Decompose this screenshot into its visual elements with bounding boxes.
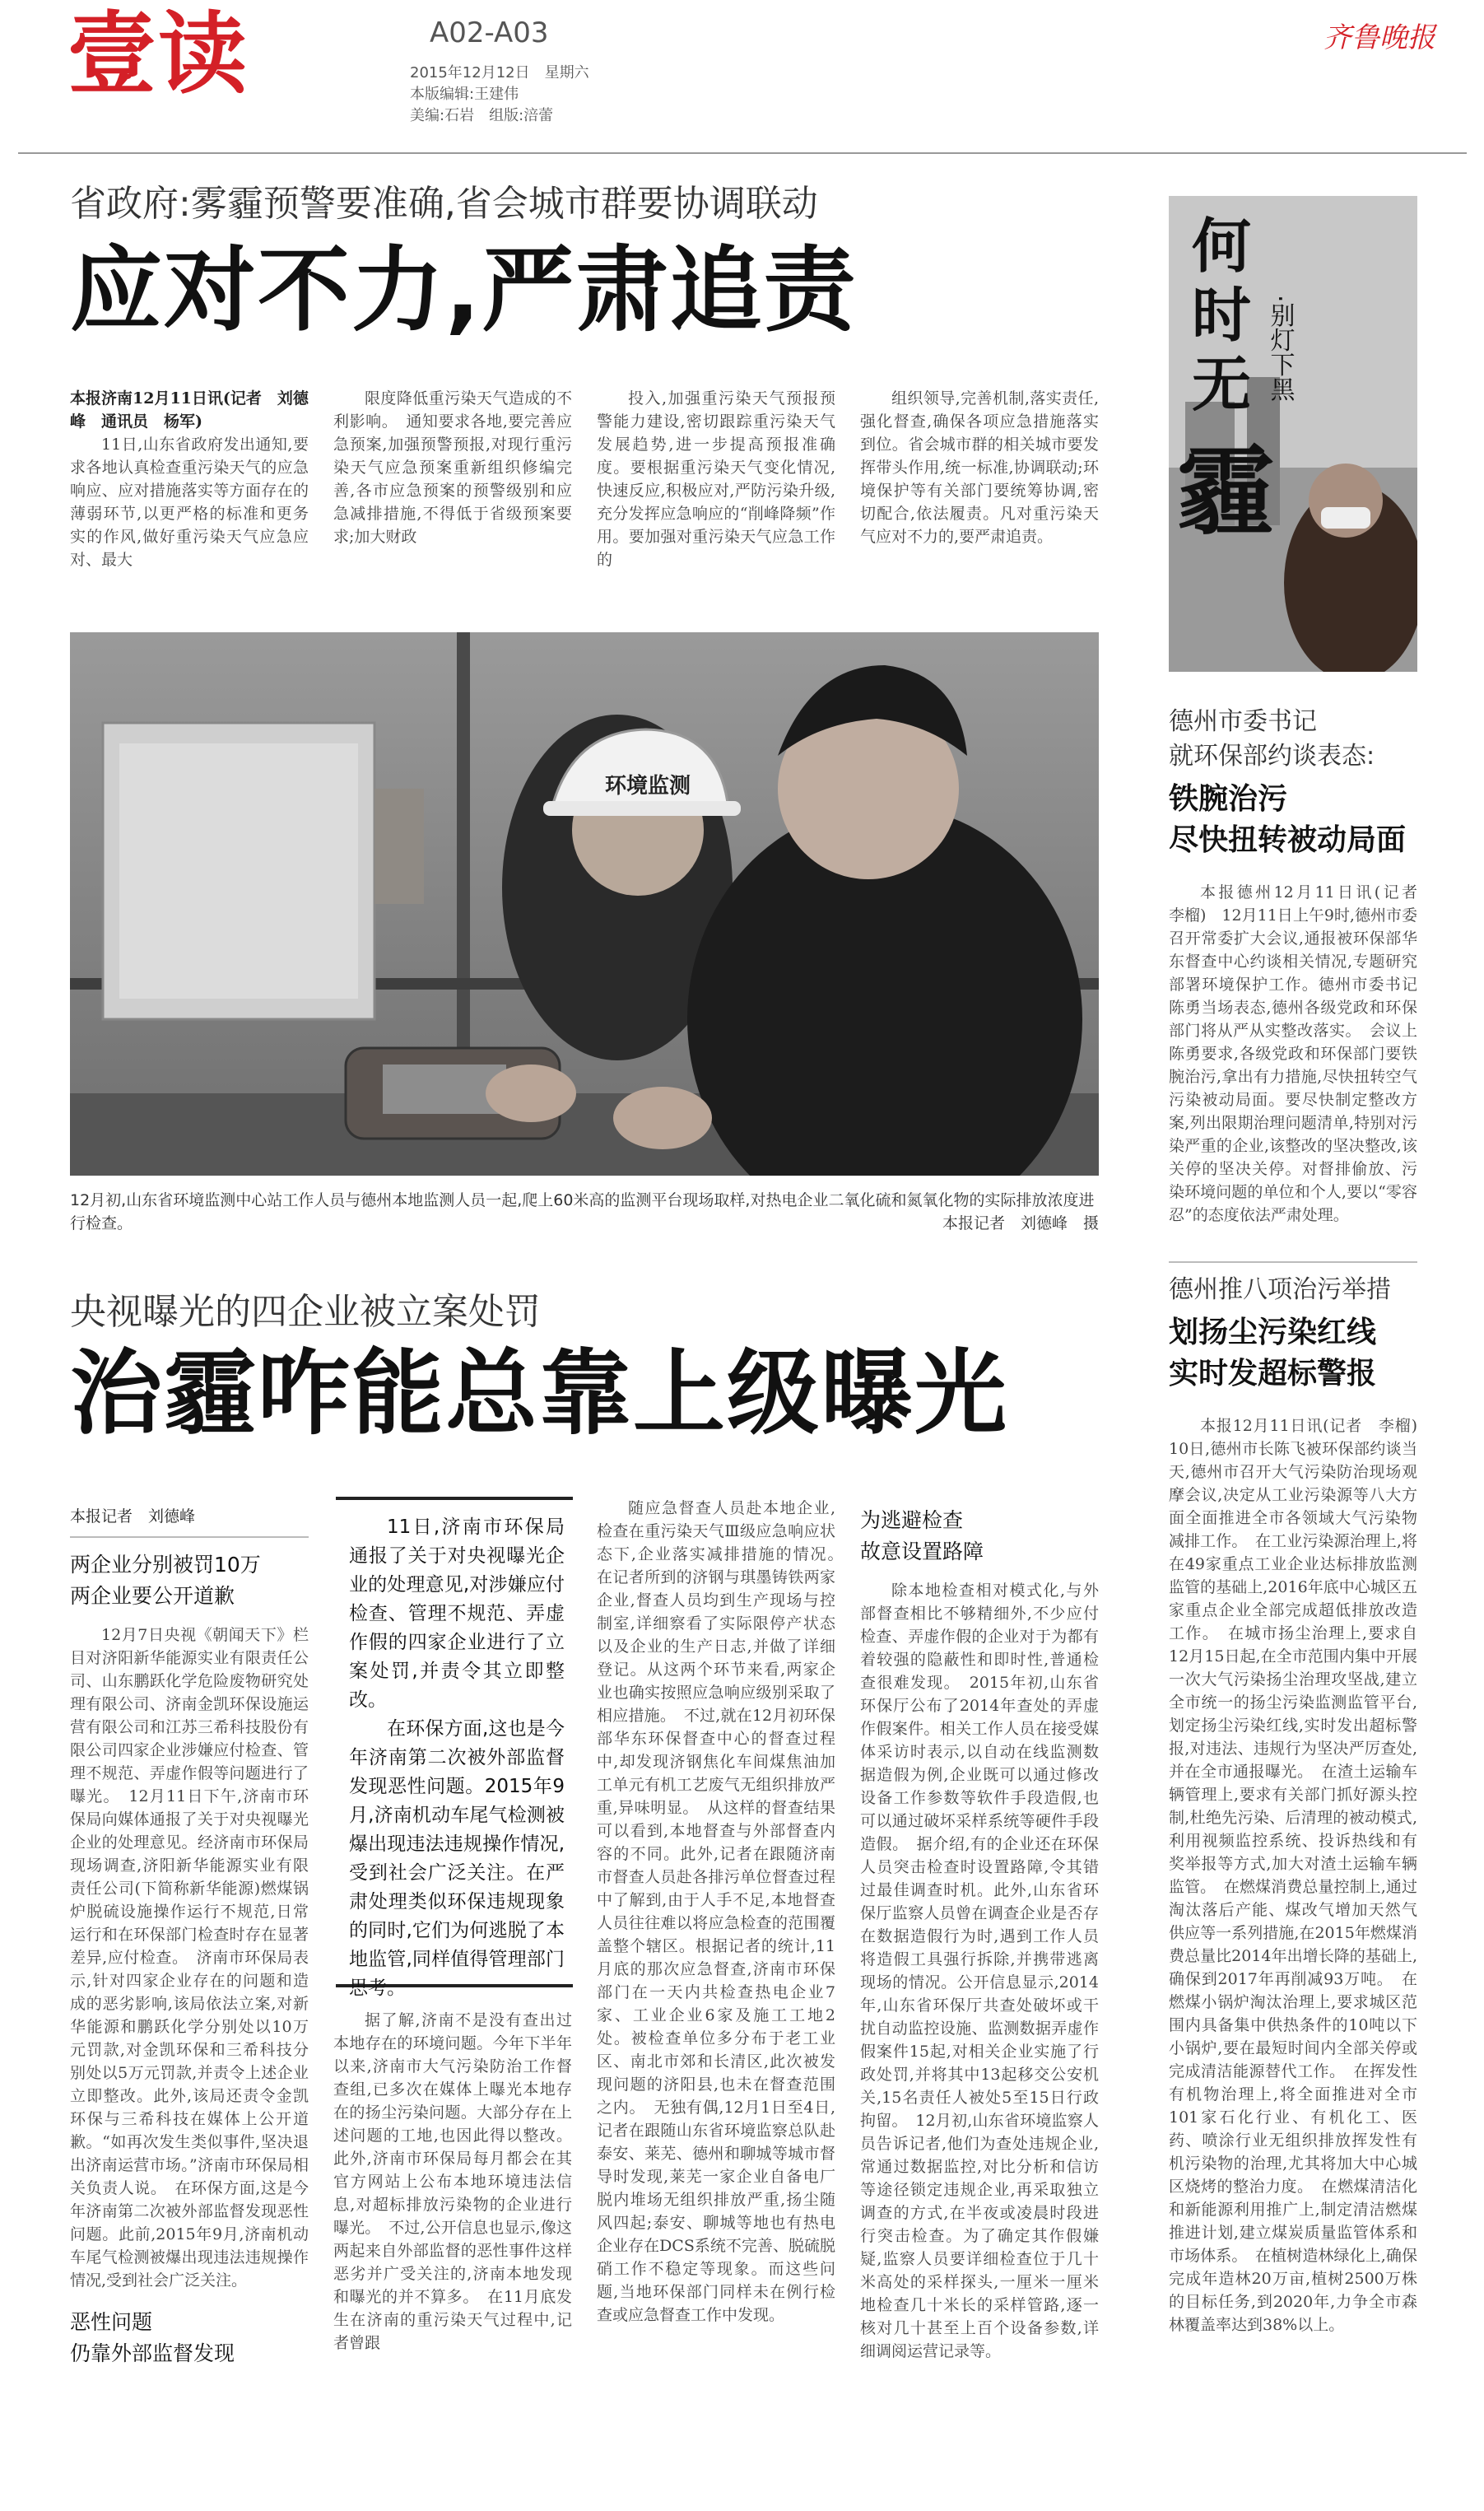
lead-paragraph-2: 在环保方面,这也是今年济南第二次被外部监督发现恶性问题。2015年9月,济南机动车尾气检测被爆出现违法违规操作情况,受到社会广泛关注。在严肃处理类似环保违规现象的同时,它们为何逃脱了本地监管,同样值得管理部门思考。 [349,1718,565,1999]
header-info [410,63,589,127]
sidebar-photo-art [1169,196,1417,672]
sidebar-s2-body: 本报12月11日讯(记者 李榴) 10日,德州市长陈飞被环保部约谈当天,德州市召开大气污染防治现场观摩会议,决定从工业污染源等八大方面全面推进全市各领域大气污染物减排工作。 在工业污染源治理上,将在49家重点工业企业达标排放监测监管的基础上,2016年底中心城区五家重点企业全部完成超低排放改造工作。 在城市扬尘治理上,要求自12月15日起,在全市范围内集中开展一次大气污染扬尘治理攻坚战,建立全市统一的扬尘污染监测监管平台,划定扬尘污染红线,实时发出超标警报,对违法、违规行为坚决严厉查处,并在全市通报曝光。 在渣土运输车辆管理上,要求有关部门抓好源头控制,杜绝先污染、后清理的被动模式,利用视频监控系统、投诉热线和有奖举报等方式,加大对渣土运输车辆监管。 在燃煤消费总量控制上,通过淘汰落后产能、煤改气增加天然气供应等一系列措施,在2015年燃煤消费总量比2014年出增长降的基础上,确保到2017年再削减93万吨。 在燃煤小锅炉淘汰治理上,要求城区范围内具备集中供热条件的10吨以下小锅炉,要在最短时间内全部关停或完成清洁能源替代工作。 在挥发性有机物治理上,将全面推进对全市101家石化行业、有机化工、医药、喷涂行业无组织排放挥发性有机污染物的治理,尤其将加大中心城区烧烤的整治力度。 在燃煤清洁化和新能源利用推广上,制定清洁燃煤推进计划,建立煤炭质量监管体系和市场体系。 在植树造林绿化上,确保完成年造林20万亩,植树2500万株的目标任务,到2020年,力争全市森林覆盖率达到38%以上。 [1169,1417,1434,2334]
byline-divider [70,1536,309,1538]
photo-illustration [70,632,1099,1176]
subhead-external-line2: 仍靠外部监督发现 [70,2341,235,2365]
story1-col3-text: 投入,加强重污染天气预报预警能力建设,密切跟踪重污染天气发展趋势,进一步提高预报准确度。要根据重污染天气变化情况,快速反应,积极应对,严防污染升级,充分发挥应急响应的“削峰降频”作用。要加强对重污染天气应急工作的 [597,389,835,569]
story1-col1-text: 11日,山东省政府发出通知,要求各地认真检查重污染天气的应急响应、应对措施落实等方面存在的薄弱环节,以更严格的标准和更务实的作风,做好重污染天气应急应对、最大 [70,436,309,569]
sidebar-photo [1169,196,1417,672]
subhead-roadblock-line1: 为逃避检查 [860,1508,964,1532]
sidebar-s1-head-1: 铁腕治污 [1169,782,1288,816]
sidebar-title-char2: 时 [1192,280,1252,350]
subhead-external-line1: 恶性问题 [70,2310,153,2334]
section-brand: 壹读 [67,2,249,106]
story1-col2-text: 限度降低重污染天气造成的不利影响。 通知要求各地,要完善应急预案,加强预警预报,对现行重污染天气应急预案重新组织修编完善,各市应急预案的预警级别和应急减排措施,不得低于省级预案要求;加大财政 [333,389,572,546]
lead-paragraph-1: 11日,济南市环保局通报了关于对央视曝光企业的处理意见,对涉嫌应付检查、管理不规范、弄虚作假的四家企业进行了立案处罚,并责令其立即整改。 [349,1516,565,1711]
page-numbers: A02-A03 [430,16,549,49]
subhead-roadblock [860,1505,1099,1568]
sidebar-subtitle: ·别灯下黑 [1265,295,1295,402]
design-credit: 美编:石岩 组版:涪蕾 [410,107,554,124]
sidebar-title-char1: 何 [1192,211,1252,281]
story1-column-2 [333,387,572,548]
story2-column-4 [860,1505,1099,2363]
subhead-roadblock-line2: 故意设置路障 [860,1540,984,1563]
helmet-label: 环境监测 [605,774,691,799]
editor-credit: 本版编辑:王建伟 [410,86,519,103]
story2-col3-text: 随应急督查人员赴本地企业,检查在重污染天气Ⅲ级应急响应状态下,企业落实减排措施的情况。 在记者所到的济钢与琪墨铸铁两家企业,督查人员均到生产现场与控制室,详细察看了实际限停产状态以及企业的生产日志,并做了详细登记。从这两个环节来看,两家企业也确实按照应急响应级别采取了相应措施。 不过,就在12月初环保部华东环保督查中心的督查过程中,却发现济钢焦化车间煤焦油加工单元有机工艺废气无组织排放严重,异味明显。 从这样的督查结果可以看到,本地督查与外部督查内容的不同。此外,记者在跟随济南市督查人员赴各排污单位督查过程中了解到,由于人手不足,本地督查人员往往难以将应急检查的范围覆盖整个辖区。根据记者的统计,11月底的那次应急督查,济南市环保部门在一天内共检查热电企业7家、工业企业6家及施工工地2处。被检查单位多分布于老工业区、南北市郊和长清区,此次被发现问题的济阳县,也未在督查范围之内。 无独有偶,12月1日至4日,记者在跟随山东省环境监察总队赴泰安、莱芜、德州和聊城等城市督导时发现,莱芜一家企业自备电厂脱内堆场无组织排放严重,扬尘随风四起;泰安、聊城等地也有热电企业存在DCS系统不完善、脱硫脱硝工作不稳定等现象。而这些问题,当地环保部门同样未在例行检查或应急督查工作中发现。 [597,1499,852,2324]
story1-dateline: 本报济南12月11日讯(记者 刘德峰 通讯员 杨军) [70,389,309,431]
story1-column-4 [860,387,1099,548]
story2-headline: 治霾咋能总靠上级曝光 [70,1340,1008,1447]
sidebar-s1-body: 本报德州12月11日讯(记者 李榴) 12月11日上午9时,德州市委召开常委扩大会议,通报被环保部华东督查中心约谈相关情况,专题研究部署环境保护工作。德州市委书记陈勇当场表态,德州各级党政和环保部门将从严从实整改落实。 会议上陈勇要求,各级党政和环保部门要铁腕治污,拿出有力措施,尽快扭转空气污染被动局面。要尽快制定整改方案,列出限期治理问题清单,特别对污染严重的企业,该整改的坚决整改,该关停的坚决关停。对督排偷放、污染环境问题的单位和个人,要以“零容忍”的态度依法严肃处理。 [1169,883,1434,1224]
caption-text: 12月初,山东省环境监测中心站工作人员与德州本地监测人员一起,爬上60米高的监测平台现场取样,对热电企业二氧化硫和氮氧化物的实际排放浓度进行检查。 [70,1191,1095,1232]
sidebar-s2-head-1: 划扬尘污染红线 [1169,1316,1377,1349]
sidebar-story-2 [1169,1273,1434,2336]
sidebar-title-char4: 霾 [1177,434,1275,548]
issue-date: 2015年12月12日 星期六 [410,64,589,82]
sidebar-title-char3: 无 [1192,349,1252,419]
story1-headline: 应对不力,严肃追责 [70,237,858,344]
story2-column-3 [597,1497,852,2327]
lead-box [336,1497,573,1999]
story1-col4-text: 组织领导,完善机制,落实责任,强化督查,确保各项应急措施落实到位。省会城市群的相关城市要发挥带头作用,统一标准,协调联动;环境保护等有关部门要统筹协调,密切配合,依法履责。凡对重污染天气应对不力的,要严肃追责。 [860,389,1099,546]
header-rule [18,152,1467,154]
newspaper-logo: 齐鲁晚报 [1324,21,1435,54]
sidebar-s1-head-2: 尽快扭转被动局面 [1169,823,1407,857]
story2-col1-text: 12月7日央视《朝闻天下》栏目对济阳新华能源实业有限责任公司、山东鹏跃化学危险废物研究处理有限公司、济南金凯环保设施运营有限公司和江苏三希科技股份有限公司四家企业涉嫌应付检查、管理不规范、弄虚作假等问题进行了曝光。 12月11日下午,济南市环保局向媒体通报了关于对央视曝光企业的处理意见。经济南市环保局现场调查,济阳新华能源实业有限责任公司(下简称新华能源)燃煤锅炉脱硫设施操作运行不规范,日常运行和在环保部门检查时存在显著差异,应付检查。 济南市环保局表示,针对四家企业存在的问题和造成的恶劣影响,该局依法立案,对新华能源和鹏跃化学分别处以10万元罚款,对金凯环保和三希科技分别处以5万元罚款,并责令上述企业立即整改。此外,该局还责令金凯环保与三希科技在媒体上公开道歉。“如再次发生类似事件,坚决退出济南运营市场。”济南市环保局相关负责人说。 在环保方面,这是今年济南第二次被外部监督发现恶性问题。此前,2015年9月,济南机动车尾气检测被爆出现违法违规操作情况,受到社会广泛关注。 [70,1626,309,2290]
sidebar-story-1 [1169,705,1434,1227]
story2-col4-text: 除本地检查相对模式化,与外部督查相比不够精细外,不少应付检查、弄虚作假的企业对于为都有着较强的隐蔽性和即时性,普通检查很难发现。 2015年初,山东省环保厅公布了2014年查处的弄虚作假案件。相关工作人员在接受媒体采访时表示,以自动在线监测数据造假为例,企业既可以通过修改设备工作参数等软件手段造假,也可以通过破坏采样系统等硬件手段造假。 据介绍,有的企业还在环保人员突击检查时设置路障,令其错过最佳调查时机。此外,山东省环保厅监察人员曾在调查企业是否存在数据造假行为时,遇到工作人员将造假工具强行拆除,并携带逃离现场的情况。公开信息显示,2014年,山东省环保厅共查处破坏或干扰自动监控设施、监测数据弄虚作假案件15起,对相关企业实施了行政处罚,并将其中13起移交公安机关,15名责任人被处5至15日行政拘留。 12月初,山东省环境监察人员告诉记者,他们为查处违规企业,常通过数据监控,对比分析和信访等途径锁定违规企业,再采取独立调查的方式,在半夜或凌晨时段进行突击检查。为了确定其作假嫌疑,监察人员要详细检查位于几十米高处的采样探头,一厘米一厘米地检查几十米长的采样管路,逐一核对几十甚至上百个设备参数,详细调阅运营记录等。 [860,1582,1099,2360]
subhead-fines [70,1549,309,1612]
subhead-fines-line1: 两企业分别被罚10万 [70,1553,261,1577]
story2-column-1 [70,1505,309,2369]
photo-caption [70,1189,1099,1235]
story1-photo [70,632,1099,1176]
story1-kicker: 省政府:雾霾预警要准确,省会城市群要协调联动 [70,183,818,225]
sidebar-s2-kicker: 德州推八项治污举措 [1169,1275,1391,1304]
photo-credit: 本报记者 刘德峰 摄 [942,1214,1099,1232]
subhead-fines-line2: 两企业要公开道歉 [70,1584,235,1608]
sidebar-divider [1169,1261,1417,1263]
story2-col2-text: 据了解,济南不是没有查出过本地存在的环境问题。今年下半年以来,济南市大气污染防治工作督查组,已多次在媒体上曝光本地存在的扬尘污染问题。大部分存在上述问题的工地,也因此得以整改。此外,济南市环保局每月都会在其官方网站上公布本地环境违法信息,对超标排放污染物的企业进行曝光。 不过,公开信息也显示,像这两起来自外部监督的恶性事件这样恶劣并广受关注的,济南本地发现和曝光的并不算多。 在11月底发生在济南的重污染天气过程中,记者曾跟 [333,2011,572,2352]
subhead-external [70,2307,309,2369]
sidebar-s1-kicker-2: 就环保部约谈表态: [1169,742,1375,771]
story2-column-2 [333,2009,572,2355]
story1-column-1 [70,387,309,571]
story2-kicker: 央视曝光的四企业被立案处罚 [70,1291,541,1333]
story1-column-3 [597,387,835,571]
sidebar-s2-head-2: 实时发超标警报 [1169,1357,1377,1391]
sidebar-s1-kicker-1: 德州市委书记 [1169,707,1317,736]
story2-byline: 本报记者 刘德峰 [70,1507,196,1526]
